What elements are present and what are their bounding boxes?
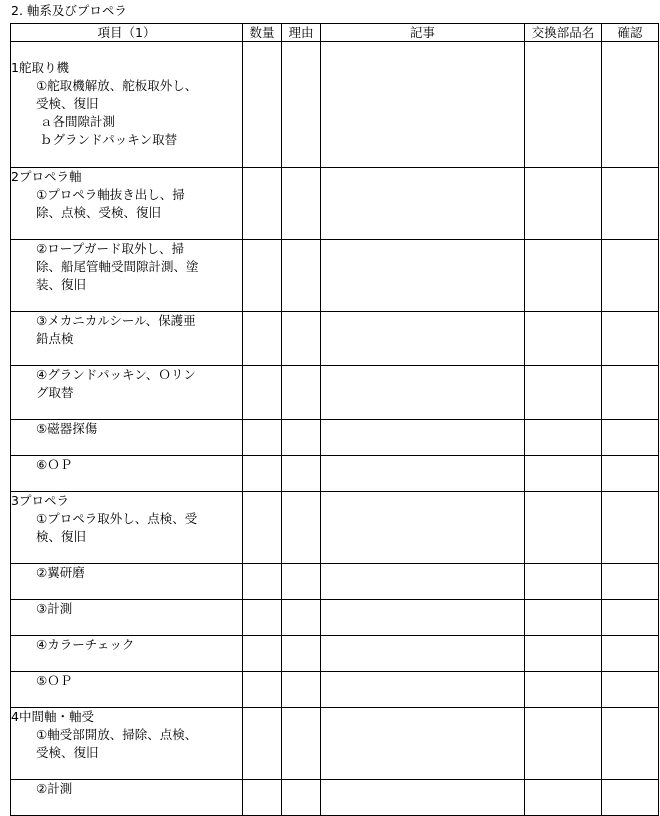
table-row — [11, 168, 659, 240]
reason-cell[interactable] — [282, 708, 321, 780]
confirm-cell[interactable] — [602, 420, 659, 456]
reason-cell[interactable] — [282, 780, 321, 816]
item-cell — [11, 420, 243, 456]
reason-cell[interactable] — [282, 420, 321, 456]
item-line: ②ロープガード取外し、掃 — [36, 241, 184, 256]
table-row — [11, 600, 659, 636]
notes-cell[interactable] — [321, 42, 525, 168]
reason-cell[interactable] — [282, 492, 321, 564]
reason-cell[interactable] — [282, 636, 321, 672]
quantity-cell[interactable] — [243, 312, 282, 366]
item-detail: ａ各間隙計測 — [40, 114, 116, 129]
notes-cell[interactable] — [321, 366, 525, 420]
confirm-cell[interactable] — [602, 42, 659, 168]
replacement-parts-cell[interactable] — [525, 708, 602, 780]
notes-cell[interactable] — [321, 168, 525, 240]
item-line: 検、復旧 — [36, 529, 87, 544]
notes-cell[interactable] — [321, 456, 525, 492]
reason-cell[interactable] — [282, 564, 321, 600]
reason-cell[interactable] — [282, 456, 321, 492]
item-cell — [11, 456, 243, 492]
header-item: 項目（1） — [11, 24, 243, 42]
item-line: ⑤ＯＰ — [36, 673, 73, 688]
replacement-parts-cell[interactable] — [525, 168, 602, 240]
header-replacement-parts: 交換部品名 — [525, 24, 602, 42]
reason-cell[interactable] — [282, 366, 321, 420]
item-line: ⑥ＯＰ — [36, 457, 73, 472]
table-row — [11, 564, 659, 600]
item-line: 除、船尾管軸受間隙計測、塗 — [36, 259, 199, 274]
item-cell — [11, 240, 243, 312]
header-quantity: 数量 — [243, 24, 282, 42]
replacement-parts-cell[interactable] — [525, 564, 602, 600]
confirm-cell[interactable] — [602, 636, 659, 672]
quantity-cell[interactable] — [243, 600, 282, 636]
confirm-cell[interactable] — [602, 366, 659, 420]
table-row — [11, 672, 659, 708]
notes-cell[interactable] — [321, 708, 525, 780]
inspection-table — [10, 23, 659, 816]
confirm-cell[interactable] — [602, 564, 659, 600]
notes-cell[interactable] — [321, 672, 525, 708]
item-cell — [11, 42, 243, 168]
quantity-cell[interactable] — [243, 780, 282, 816]
table-row — [11, 420, 659, 456]
item-cell — [11, 672, 243, 708]
notes-cell[interactable] — [321, 312, 525, 366]
replacement-parts-cell[interactable] — [525, 492, 602, 564]
table-row — [11, 312, 659, 366]
item-cell — [11, 168, 243, 240]
replacement-parts-cell[interactable] — [525, 456, 602, 492]
item-line: 受検、復旧 — [36, 96, 99, 111]
item-line: ①プロペラ取外し、点検、受 — [36, 511, 198, 526]
group-label-steering-gear: 1舵取り機 — [11, 60, 69, 75]
item-detail: ｂグランドパッキン取替 — [40, 132, 178, 147]
confirm-cell[interactable] — [602, 456, 659, 492]
quantity-cell[interactable] — [243, 420, 282, 456]
reason-cell[interactable] — [282, 168, 321, 240]
reason-cell[interactable] — [282, 240, 321, 312]
confirm-cell[interactable] — [602, 492, 659, 564]
replacement-parts-cell[interactable] — [525, 600, 602, 636]
confirm-cell[interactable] — [602, 672, 659, 708]
table-row — [11, 456, 659, 492]
table-row — [11, 636, 659, 672]
table-row — [11, 780, 659, 816]
item-line: ①舵取機解放、舵板取外し、 — [36, 78, 198, 93]
replacement-parts-cell[interactable] — [525, 312, 602, 366]
item-line: ④カラーチェック — [36, 637, 135, 652]
header-row — [11, 24, 659, 42]
notes-cell[interactable] — [321, 240, 525, 312]
item-line: ①プロペラ軸抜き出し、掃 — [36, 187, 185, 202]
notes-cell[interactable] — [321, 492, 525, 564]
item-line: 除、点検、受検、復旧 — [36, 205, 162, 220]
item-line: ⑤磁器探傷 — [36, 421, 98, 436]
item-line: 装、復旧 — [36, 277, 87, 292]
reason-cell[interactable] — [282, 600, 321, 636]
confirm-cell[interactable] — [602, 312, 659, 366]
quantity-cell[interactable] — [243, 366, 282, 420]
replacement-parts-cell[interactable] — [525, 42, 602, 168]
notes-cell[interactable] — [321, 636, 525, 672]
quantity-cell[interactable] — [243, 240, 282, 312]
table-row — [11, 240, 659, 312]
notes-cell[interactable] — [321, 564, 525, 600]
quantity-cell[interactable] — [243, 564, 282, 600]
table-row — [11, 708, 659, 780]
reason-cell[interactable] — [282, 42, 321, 168]
confirm-cell[interactable] — [602, 708, 659, 780]
item-cell — [11, 636, 243, 672]
quantity-cell[interactable] — [243, 672, 282, 708]
confirm-cell[interactable] — [602, 240, 659, 312]
item-cell — [11, 600, 243, 636]
group-label-propeller-shaft: 2プロペラ軸 — [11, 169, 82, 184]
item-cell — [11, 312, 243, 366]
header-reason: 理由 — [282, 24, 321, 42]
item-line: グ取替 — [36, 385, 74, 400]
confirm-cell[interactable] — [602, 600, 659, 636]
item-line: ③メカニカルシール、保護亜 — [36, 313, 196, 328]
table-row — [11, 42, 659, 168]
table-row — [11, 492, 659, 564]
reason-cell[interactable] — [282, 312, 321, 366]
notes-cell[interactable] — [321, 600, 525, 636]
quantity-cell[interactable] — [243, 168, 282, 240]
confirm-cell[interactable] — [602, 168, 659, 240]
item-line: 受検、復旧 — [36, 745, 99, 760]
item-line: ④グランドパッキン、Ｏリン — [36, 367, 196, 382]
item-cell — [11, 708, 243, 780]
quantity-cell[interactable] — [243, 492, 282, 564]
table-row — [11, 366, 659, 420]
replacement-parts-cell[interactable] — [525, 420, 602, 456]
quantity-cell[interactable] — [243, 708, 282, 780]
header-notes: 記事 — [321, 24, 525, 42]
replacement-parts-cell[interactable] — [525, 636, 602, 672]
item-line: ③計測 — [36, 601, 73, 616]
replacement-parts-cell[interactable] — [525, 240, 602, 312]
item-cell — [11, 564, 243, 600]
item-line: ②計測 — [36, 781, 73, 796]
quantity-cell[interactable] — [243, 42, 282, 168]
notes-cell[interactable] — [321, 420, 525, 456]
header-confirm: 確認 — [602, 24, 659, 42]
confirm-cell[interactable] — [602, 780, 659, 816]
item-line: 鉛点検 — [36, 331, 74, 346]
item-line: ①軸受部開放、掃除、点検、 — [36, 727, 198, 742]
section-title: 2. 軸系及びプロペラ — [11, 3, 127, 18]
reason-cell[interactable] — [282, 672, 321, 708]
item-cell — [11, 492, 243, 564]
quantity-cell[interactable] — [243, 456, 282, 492]
replacement-parts-cell[interactable] — [525, 780, 602, 816]
replacement-parts-cell[interactable] — [525, 366, 602, 420]
group-label-propeller: 3プロペラ — [11, 493, 69, 508]
item-line: ②翼研磨 — [36, 565, 85, 580]
group-label-intermediate-shaft: 4中間軸・軸受 — [11, 709, 94, 724]
item-cell — [11, 780, 243, 816]
quantity-cell[interactable] — [243, 636, 282, 672]
item-cell — [11, 366, 243, 420]
replacement-parts-cell[interactable] — [525, 672, 602, 708]
notes-cell[interactable] — [321, 780, 525, 816]
